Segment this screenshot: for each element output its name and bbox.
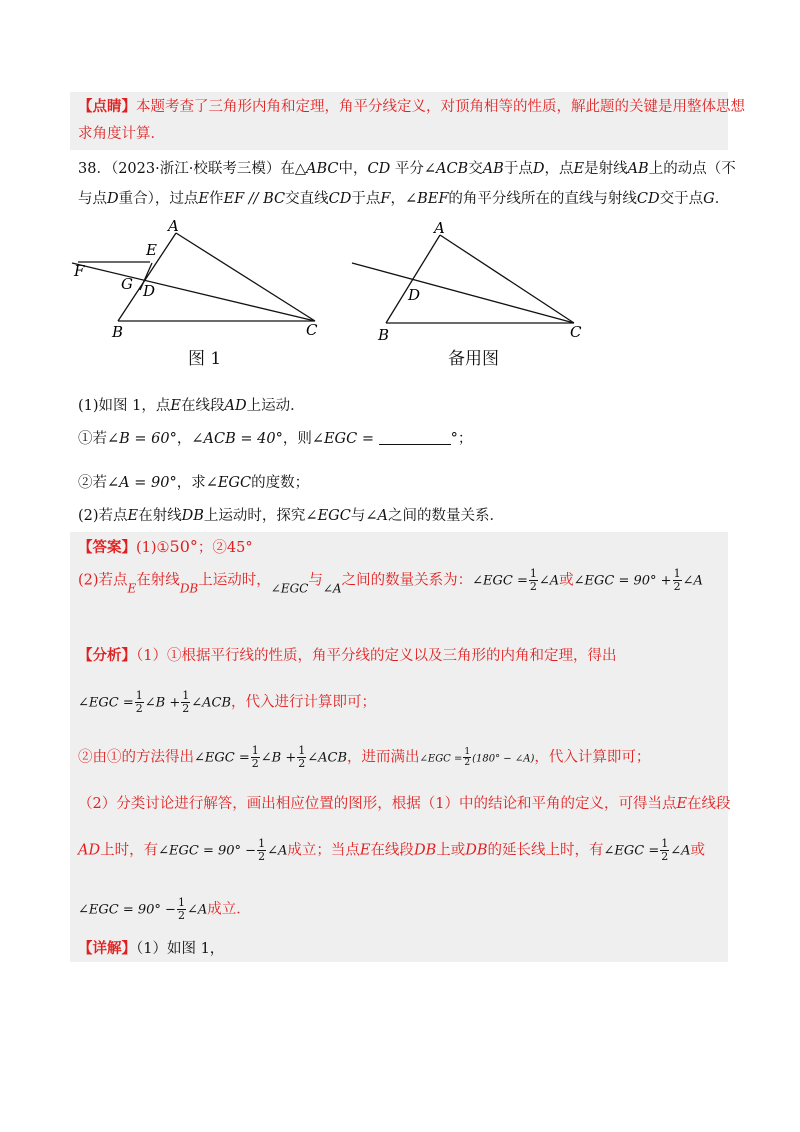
comment-line-1: 【点睛】本题考查了三角形内角和定理，角平分线定义，对顶角相等的性质，解此题的关键是用整体思想	[78, 98, 745, 115]
analysis-line-5: AD上时，有∠EGC = 90° − $\frac{1}{2}$ ∠A成立；当点E在线段DB上或DB的延长线上时，有∠EGC = $\frac{1}{2}$ ∠A或	[78, 837, 706, 863]
comment-line-2: 求角度计算．	[78, 126, 165, 142]
fig2-label-a: A	[434, 219, 445, 237]
fig2-label-b: B	[378, 326, 390, 344]
fig2-label-d: D	[408, 286, 421, 304]
analysis-tag: 【分析】	[78, 647, 136, 664]
fig1-caption: 图 1	[188, 349, 222, 369]
fig2-line-cd	[352, 263, 574, 323]
answer-blank[interactable]	[379, 430, 451, 445]
answer-tag: 【答案】	[78, 539, 136, 556]
fraction-half: $\frac{1}{2}$	[135, 689, 143, 715]
problem-line-2: 与点D重合），过点E作EF // BC交直线CD于点F，∠BEF的角平分线所在的直线与射线CD交于点G．	[78, 191, 730, 207]
fraction-half: $\frac{1}{2}$	[177, 896, 185, 922]
fraction-half: $\frac{1}{2}$	[298, 744, 306, 770]
fig1-side-ac	[176, 233, 315, 321]
fraction-half: $\frac{1}{2}$	[258, 837, 266, 863]
figure-1	[70, 215, 330, 350]
fraction-half: $\frac{1}{2}$	[182, 689, 190, 715]
fig2-side-ac	[440, 235, 574, 323]
detail-tag: 【详解】	[78, 940, 136, 957]
fig1-label-f: F	[74, 262, 85, 280]
fig1-label-d: D	[143, 282, 156, 300]
problem-line-1: 38．（2023·浙江·校联考三模）在△ABC中，CD 平分∠ACB交AB于点D，点E是射线AB上的动点（不	[78, 161, 736, 177]
fig1-label-c: C	[306, 321, 318, 339]
fig1-label-a: A	[168, 217, 179, 235]
question-2: (2)若点E在射线DB上运动时，探究∠EGC与∠A之间的数量关系．	[78, 508, 504, 524]
fraction-half: $\frac{1}{2}$	[251, 744, 259, 770]
fig2-label-c: C	[570, 323, 582, 341]
fig1-line-cf	[72, 263, 315, 321]
fraction-half: $\frac{1}{2}$	[673, 567, 681, 593]
answer-line-2: (2)若点$_E$在射线$_{DB}$上运动时，$_{\angle EGC}$与$_{\angle A}$之间的数量关系为：∠EGC = $\frac{1}{2}$ ∠A或∠EGC = 90° + $\frac{1}{2}$ ∠A	[78, 567, 703, 596]
question-1: (1)如图 1，点E在线段AD上运动．	[78, 398, 305, 414]
analysis-line-1: 【分析】（1）①根据平行线的性质，角平分线的定义以及三角形的内角和定理，得出	[78, 647, 617, 664]
question-1-ii: ②若∠A = 90°，求∠EGC的度数；	[78, 475, 310, 491]
answer-line-1: 【答案】(1)①50°；②45°	[78, 537, 253, 556]
analysis-line-4: （2）分类讨论进行解答，画出相应位置的图形，根据（1）中的结论和平角的定义，可得当点E在线段	[78, 796, 731, 812]
fraction-half: $\frac{1}{2}$	[464, 747, 471, 768]
detail-line-1: 【详解】（1）如图 1，	[78, 940, 225, 957]
analysis-line-6: ∠EGC = 90° − $\frac{1}{2}$ ∠A成立．	[78, 896, 251, 922]
figure-2	[348, 215, 598, 350]
question-1-i: ①若∠B = 60°，∠ACB = 40°，则∠EGC = °；	[78, 431, 473, 447]
fig1-label-b: B	[112, 323, 124, 341]
fig2-caption: 备用图	[448, 349, 499, 369]
fig1-label-e: E	[146, 241, 157, 259]
fraction-half: $\frac{1}{2}$	[529, 567, 537, 593]
comment-tag: 【点睛】	[78, 98, 136, 115]
fraction-half: $\frac{1}{2}$	[661, 837, 669, 863]
analysis-line-2: ∠EGC = $\frac{1}{2}$ ∠B + $\frac{1}{2}$ ∠ACB，代入进行计算即可；	[78, 689, 377, 715]
fig1-label-g: G	[121, 275, 133, 293]
analysis-line-3: ②由①的方法得出∠EGC = $\frac{1}{2}$ ∠B + $\frac{1}{2}$ ∠ACB，进而满出∠EGC = $\frac{1}{2}$ (180° − ∠A)，代入计算即可；	[78, 744, 651, 770]
